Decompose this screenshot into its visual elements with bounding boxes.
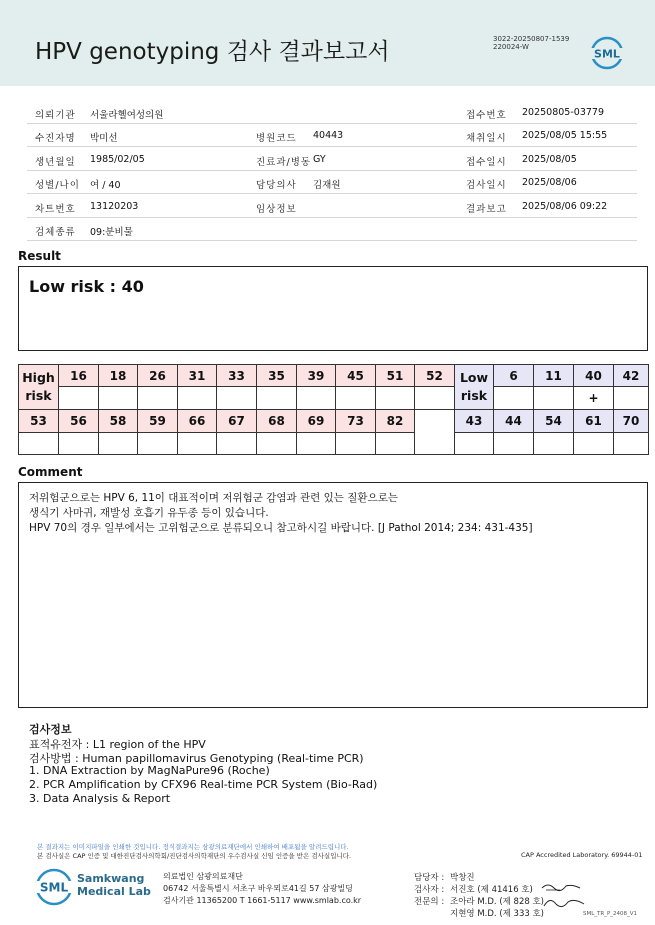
high-risk-result-cell <box>18 432 59 455</box>
info-label: 결과보고 <box>466 204 507 215</box>
staff-name: 서진호 (제 41416 호) <box>450 885 533 895</box>
report-code-line2: 220024-W <box>493 43 529 51</box>
info-value: 1985/02/05 <box>90 154 145 165</box>
info-label: 임상정보 <box>256 204 297 215</box>
high-risk-result-cell <box>216 432 257 455</box>
low-risk-label <box>454 364 494 410</box>
report-code-line1: 3022-20250807-1539 <box>493 35 570 43</box>
high-risk-type-cell: 73 <box>335 409 376 433</box>
result-box <box>18 266 648 351</box>
document-code: SML_TR_P_2408_V1 <box>583 911 638 917</box>
brand-line2: Medical Lab <box>77 885 151 898</box>
sml-logo-icon <box>590 36 624 70</box>
staff-name: 지현영 M.D. (제 333 호) <box>450 909 545 919</box>
high-risk-type-cell: 53 <box>18 409 59 433</box>
staff-role: 검사자 : <box>414 885 445 895</box>
high-risk-type-cell: 51 <box>375 364 415 387</box>
high-risk-result-cell <box>256 386 297 410</box>
test-info-line: 1. DNA Extraction by MagNaPure96 (Roche) <box>29 764 270 777</box>
high-risk-type-cell: 45 <box>335 364 376 387</box>
risk-label-line: High <box>22 370 55 385</box>
samkwang-logo-text: SML <box>39 880 69 895</box>
info-value: 09:분비물 <box>90 227 133 238</box>
high-risk-type-cell: 16 <box>58 364 99 387</box>
low-risk-result-cell: + <box>573 386 614 410</box>
high-risk-type-cell: 52 <box>414 364 455 387</box>
high-risk-type-cell: 31 <box>177 364 217 387</box>
comment-line: 저위험군으로는 HPV 6, 11이 대표적이며 저위험군 감염과 관련 있는 질환으로는 <box>29 492 398 504</box>
info-value: 2025/08/06 09:22 <box>522 201 608 212</box>
info-label: 접수번호 <box>466 110 507 121</box>
high-risk-type-cell: 59 <box>137 409 178 433</box>
staff-role: 담당자 : <box>414 873 445 883</box>
info-label: 채취일시 <box>466 133 507 144</box>
report-header <box>0 0 655 86</box>
high-risk-type-cell: 56 <box>58 409 99 433</box>
risk-label-line: risk <box>460 388 488 403</box>
low-risk-result-cell <box>454 432 494 455</box>
org-name: 의료법인 삼광의료재단 <box>163 872 243 881</box>
high-risk-result-cell <box>414 386 455 410</box>
info-value: 2025/08/06 <box>522 177 577 188</box>
comment-line: 생식기 사마귀, 재발성 호흡기 유두종 등이 있습니다. <box>29 507 269 519</box>
high-risk-result-cell <box>137 432 178 455</box>
test-info-line: 검사방법 : Human papillomavirus Genotyping (Real-time PCR) <box>29 752 364 765</box>
staff-role: 전문의 : <box>414 897 445 907</box>
high-risk-type-cell: 67 <box>216 409 257 433</box>
info-row <box>27 195 637 218</box>
sml-logo-text: SML <box>594 47 620 61</box>
high-risk-result-cell <box>98 432 138 455</box>
print-notice: 본 결과지는 이미지파일을 인쇄한 것입니다. 정식결과지는 삼광의료재단에서 인쇄하여 배포됨을 알려드립니다. <box>37 843 349 851</box>
result-text: Low risk : 40 <box>29 277 144 296</box>
low-risk-result-cell <box>493 386 534 410</box>
low-risk-result-cell <box>613 432 649 455</box>
high-risk-type-cell: 58 <box>98 409 138 433</box>
footer-brand <box>77 872 151 898</box>
info-value: 2025/08/05 15:55 <box>522 130 608 141</box>
comment-box <box>18 482 648 708</box>
cap-accreditation: CAP Accredited Laboratory. 69944-01 <box>521 851 643 859</box>
low-risk-type-cell: 54 <box>533 409 574 433</box>
info-label: 담당의사 <box>256 180 297 191</box>
high-risk-result-cell <box>98 386 138 410</box>
high-risk-type-cell: 39 <box>296 364 336 387</box>
low-risk-type-cell: 11 <box>533 364 574 387</box>
info-value: 13120203 <box>90 201 139 212</box>
high-risk-type-cell: 18 <box>98 364 138 387</box>
high-risk-result-cell <box>137 386 178 410</box>
risk-label-line: Low <box>459 370 489 385</box>
high-risk-result-cell <box>177 432 217 455</box>
high-risk-result-cell <box>58 432 99 455</box>
comment-section-title: Comment <box>18 465 83 479</box>
low-risk-type-cell: 61 <box>573 409 614 433</box>
info-label: 검체종류 <box>35 227 76 238</box>
org-address: 06742 서울특별시 서초구 바우뫼로41길 57 삼광빌딩 <box>163 884 353 893</box>
info-label: 수진자명 <box>35 133 76 144</box>
low-risk-result-cell <box>533 386 574 410</box>
info-label: 접수일시 <box>466 157 507 168</box>
test-info-line: 2. PCR Amplification by CFX96 Real-time PCR System (Bio-Rad) <box>29 778 378 791</box>
low-risk-type-cell: 42 <box>613 364 649 387</box>
low-risk-type-cell: 70 <box>613 409 649 433</box>
info-value: GY <box>313 154 326 165</box>
info-label: 의뢰기관 <box>35 110 76 121</box>
high-risk-result-cell <box>335 432 376 455</box>
risk-label-line: risk <box>25 388 52 403</box>
high-risk-type-cell: 82 <box>375 409 415 433</box>
info-label: 차트번호 <box>35 204 76 215</box>
table-spacer-cell <box>414 409 455 455</box>
info-value: 김재원 <box>313 180 341 191</box>
high-risk-label <box>18 364 59 410</box>
test-info-line: 3. Data Analysis & Report <box>29 792 171 805</box>
high-risk-type-cell: 68 <box>256 409 297 433</box>
low-risk-type-cell: 44 <box>493 409 534 433</box>
high-risk-result-cell <box>375 432 415 455</box>
info-label: 검사일시 <box>466 180 507 191</box>
cap-notice: 본 검사실은 CAP 인증 및 대한진단검사의학회/진단검사의학재단의 우수검사실 신임 인증을 받은 검사실입니다. <box>37 852 352 860</box>
info-value: 여 / 40 <box>90 180 121 191</box>
low-risk-type-cell: 40 <box>573 364 614 387</box>
comment-line: HPV 70의 경우 일부에서는 고위험군으로 분류되오니 참고하시길 바랍니다. [J Pathol 2014; 234: 431-435] <box>29 522 533 534</box>
high-risk-type-cell: 33 <box>216 364 257 387</box>
info-label: 진료과/병동 <box>256 157 312 168</box>
brand-line1: Samkwang <box>77 872 145 885</box>
high-risk-type-cell: 35 <box>256 364 297 387</box>
info-row <box>27 171 637 194</box>
info-row <box>27 124 637 147</box>
high-risk-result-cell <box>375 386 415 410</box>
info-value: 2025/08/05 <box>522 154 577 165</box>
test-info-title: 검사정보 <box>29 723 72 736</box>
info-label: 생년월일 <box>35 157 76 168</box>
info-row <box>27 148 637 171</box>
low-risk-result-cell <box>573 432 614 455</box>
info-value: 40443 <box>313 130 344 141</box>
high-risk-result-cell <box>58 386 99 410</box>
info-value: 20250805-03779 <box>522 107 605 118</box>
high-risk-result-cell <box>335 386 376 410</box>
low-risk-result-cell <box>533 432 574 455</box>
high-risk-result-cell <box>296 432 336 455</box>
result-section-title: Result <box>18 249 61 263</box>
info-value: 서울라헬여성의원 <box>90 110 164 121</box>
high-risk-result-cell <box>177 386 217 410</box>
staff-name: 조아라 M.D. (제 828 호) <box>450 897 545 907</box>
high-risk-type-cell: 69 <box>296 409 336 433</box>
org-contact: 검사기관 11365200 T 1661-5117 www.smlab.co.kr <box>163 896 362 905</box>
low-risk-result-cell <box>493 432 534 455</box>
info-row <box>27 101 637 124</box>
high-risk-result-cell <box>296 386 336 410</box>
high-risk-result-cell <box>256 432 297 455</box>
high-risk-result-cell <box>216 386 257 410</box>
report-title: HPV genotyping 검사 결과보고서 <box>35 39 390 65</box>
low-risk-type-cell: 6 <box>493 364 534 387</box>
signature-icon <box>540 880 586 912</box>
low-risk-type-cell: 43 <box>454 409 494 433</box>
low-risk-result-cell <box>613 386 649 410</box>
info-value: 박미선 <box>90 133 118 144</box>
samkwang-logo-icon <box>35 868 73 906</box>
test-info-line: 표적유전자 : L1 region of the HPV <box>29 738 206 751</box>
report-code <box>493 35 569 51</box>
info-row <box>27 218 637 241</box>
high-risk-type-cell: 66 <box>177 409 217 433</box>
info-label: 성별/나이 <box>35 180 80 191</box>
high-risk-type-cell: 26 <box>137 364 178 387</box>
info-label: 병원코드 <box>256 133 297 144</box>
staff-name: 박창진 <box>450 873 475 883</box>
